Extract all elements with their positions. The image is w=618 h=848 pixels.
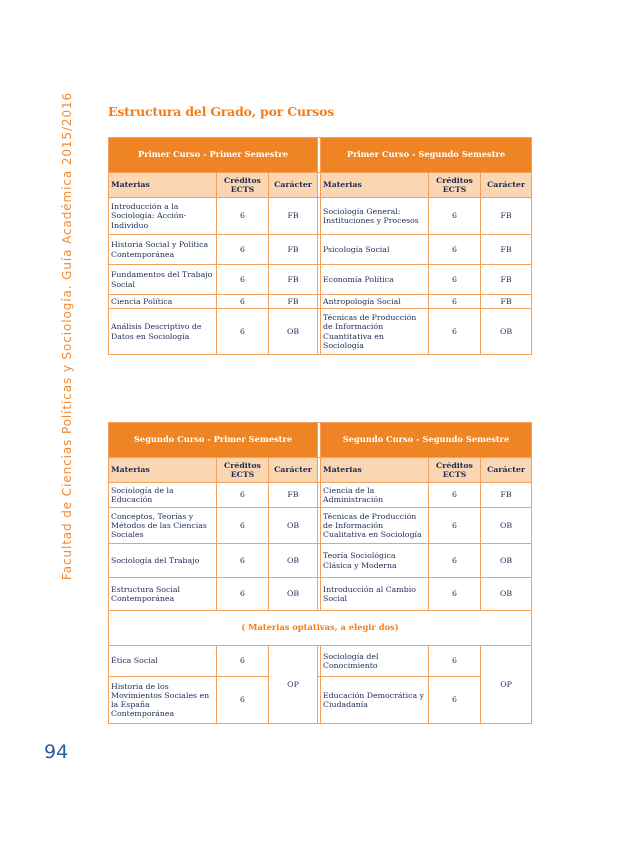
subject-name: Antropología Social <box>321 295 429 309</box>
subject-credits: 6 <box>217 309 269 355</box>
subject-credits: 6 <box>217 677 269 724</box>
subject-type: OB <box>269 578 318 611</box>
subject-name: Educación Democrática y Ciudadanía <box>321 677 429 724</box>
subject-credits: 6 <box>217 578 269 611</box>
subject-credits: 6 <box>429 544 481 578</box>
subject-credits: 6 <box>217 198 269 235</box>
subject-credits: 6 <box>429 646 481 677</box>
subject-type: OP <box>481 646 532 724</box>
subject-credits: 6 <box>429 483 481 508</box>
subject-credits: 6 <box>429 295 481 309</box>
subject-credits: 6 <box>429 508 481 544</box>
subject-type: OB <box>481 578 532 611</box>
subject-type: OB <box>269 544 318 578</box>
subject-credits: 6 <box>429 578 481 611</box>
subject-credits: 6 <box>217 235 269 265</box>
subject-credits: 6 <box>429 198 481 235</box>
subject-type: FB <box>481 265 532 295</box>
subject-type: FB <box>481 235 532 265</box>
subject-name: Técnicas de Producción de Información Cualitativa en Sociología <box>321 508 429 544</box>
header-creditos: Créditos ECTS <box>429 173 481 198</box>
subject-credits: 6 <box>217 483 269 508</box>
header-caracter: Carácter <box>481 458 532 483</box>
first-year-table <box>108 137 532 355</box>
header-caracter: Carácter <box>481 173 532 198</box>
subject-name: Historia Social y Política Contemporánea <box>109 235 217 265</box>
subject-credits: 6 <box>217 508 269 544</box>
subject-type: FB <box>269 483 318 508</box>
subject-name: Fundamentos del Trabajo Social <box>109 265 217 295</box>
side-running-title: Facultad de Ciencias Políticas y Sociología. Guía Académica 2015/2016 <box>60 91 74 580</box>
header-creditos: Créditos ECTS <box>217 173 269 198</box>
subject-credits: 6 <box>217 544 269 578</box>
header-creditos: Créditos ECTS <box>217 458 269 483</box>
subject-credits: 6 <box>429 235 481 265</box>
subject-name: Teoría Sociológica Clásica y Moderna <box>321 544 429 578</box>
subject-credits: 6 <box>217 646 269 677</box>
subject-type: FB <box>269 198 318 235</box>
subject-name: Historia de los Movimientos Sociales en la España Contemporánea <box>109 677 217 724</box>
subject-type: FB <box>481 483 532 508</box>
table2-right-semester-title: Segundo Curso - Segundo Semestre <box>321 423 532 458</box>
table-row <box>109 235 532 265</box>
page-number: 94 <box>44 741 69 763</box>
subject-name: Ciencia Política <box>109 295 217 309</box>
table-row <box>109 578 532 611</box>
subject-name: Conceptos, Teorías y Métodos de las Ciencias Sociales <box>109 508 217 544</box>
subject-name: Introducción al Cambio Social <box>321 578 429 611</box>
subject-name: Ciencia de la Administración <box>321 483 429 508</box>
subject-name: Introducción a la Sociología: Acción-Individuo <box>109 198 217 235</box>
subject-credits: 6 <box>429 309 481 355</box>
table-row <box>109 309 532 355</box>
subject-type: OP <box>269 646 318 724</box>
subject-name: Sociología de la Educación <box>109 483 217 508</box>
subject-name: Sociología del Trabajo <box>109 544 217 578</box>
header-materias: Materias <box>109 173 217 198</box>
subject-type: OB <box>481 544 532 578</box>
subject-name: Psicología Social <box>321 235 429 265</box>
table-row <box>109 265 532 295</box>
subject-name: Sociología General: Instituciones y Procesos <box>321 198 429 235</box>
table-row <box>109 508 532 544</box>
subject-name: Sociología del Conocimiento <box>321 646 429 677</box>
table-row <box>109 198 532 235</box>
table-row <box>109 677 532 724</box>
subject-type: FB <box>269 235 318 265</box>
subject-type: OB <box>269 508 318 544</box>
subject-name: Análisis Descriptivo de Datos en Sociología <box>109 309 217 355</box>
header-materias: Materias <box>109 458 217 483</box>
header-caracter: Carácter <box>269 458 318 483</box>
table1-right-semester-title: Primer Curso - Segundo Semestre <box>321 138 532 173</box>
subject-credits: 6 <box>217 295 269 309</box>
subject-type: OB <box>481 309 532 355</box>
subject-credits: 6 <box>429 677 481 724</box>
page-title: Estructura del Grado, por Cursos <box>108 104 335 119</box>
table1-left-semester-title: Primer Curso - Primer Semestre <box>109 138 318 173</box>
table2-left-semester-title: Segundo Curso - Primer Semestre <box>109 423 318 458</box>
subject-name: Estructura Social Contemporánea <box>109 578 217 611</box>
subject-name: Ética Social <box>109 646 217 677</box>
second-year-table <box>108 422 532 724</box>
header-materias: Materias <box>321 458 429 483</box>
header-materias: Materias <box>321 173 429 198</box>
header-creditos: Créditos ECTS <box>429 458 481 483</box>
table-row <box>109 646 532 677</box>
optativas-label: ( Materias optativas, a elegir dos) <box>109 611 532 646</box>
subject-type: FB <box>481 198 532 235</box>
subject-name: Técnicas de Producción de Información Cuantitativa en Sociología <box>321 309 429 355</box>
subject-type: OB <box>481 508 532 544</box>
subject-credits: 6 <box>217 265 269 295</box>
table-row <box>109 483 532 508</box>
subject-type: FB <box>481 295 532 309</box>
table-row <box>109 295 532 309</box>
subject-type: FB <box>269 265 318 295</box>
table-row <box>109 544 532 578</box>
header-caracter: Carácter <box>269 173 318 198</box>
subject-credits: 6 <box>429 265 481 295</box>
subject-type: FB <box>269 295 318 309</box>
subject-type: OB <box>269 309 318 355</box>
subject-name: Economía Política <box>321 265 429 295</box>
